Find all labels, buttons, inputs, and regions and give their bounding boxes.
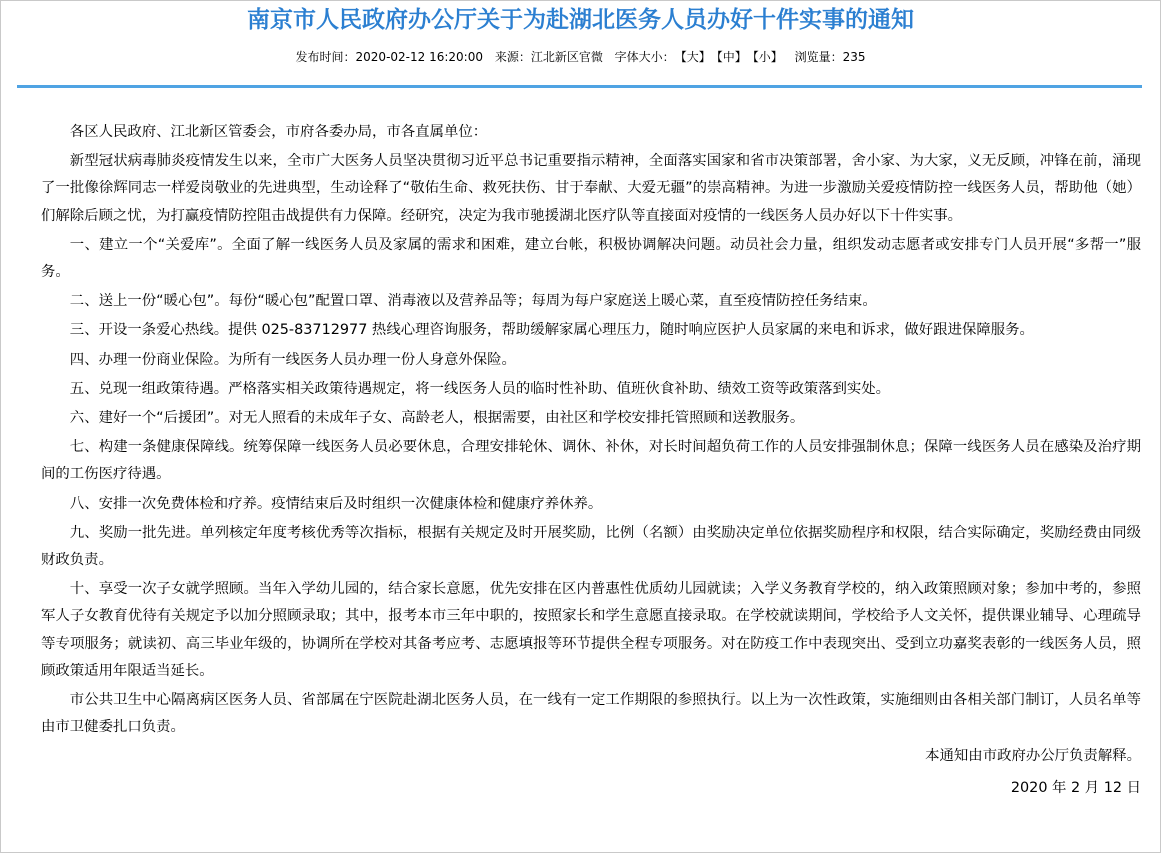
source-label: 来源： — [494, 50, 531, 64]
title-divider — [17, 85, 1142, 88]
font-size-small-button[interactable]: 【小】 — [746, 50, 783, 64]
paragraph-item-6: 六、建好一个“后援团”。对无人照看的未成年子女、高龄老人，根据需要，由社区和学校安排托管照顾和送教服务。 — [69, 410, 805, 427]
paragraph-item-10: 十、享受一次子女就学照顾。当年入学幼儿园的，结合家长意愿，优先安排在区内普惠性优质幼儿园就读；入学义务教育学校的，纳入政策照顾对象；参加中考的，参照军人子女教育优待有关规定予以加分照顾录取；其中，报考本市三年中职的，按照家长和学生意愿直接录取。在学校就读期间，学校给予人文关怀，提供课业辅导、心理疏导等专项服务；就读初、高三毕业年级的，协调所在学校对其备考应考、志愿填报等环节提供全程专项服务。对在防疫工作中表现突出、受到立功嘉奖表彰的一线医务人员，照顾政策适用年限适当延长。 — [41, 581, 1141, 679]
page-title: 南京市人民政府办公厅关于为赴湖北医务人员办好十件实事的通知 — [247, 7, 914, 33]
font-size-medium-button[interactable]: 【中】 — [710, 50, 747, 64]
paragraph-item-7: 七、构建一条健康保障线。统筹保障一线医务人员必要休息，合理安排轮休、调休、补休，对长时间超负荷工作的人员安排强制休息；保障一线医务人员在感染及治疗期间的工伤医疗待遇。 — [41, 439, 1141, 483]
font-size-label: 字体大小： — [614, 50, 675, 64]
paragraph-intro: 新型冠状病毒肺炎疫情发生以来，全市广大医务人员坚决贯彻习近平总书记重要指示精神，全面落实国家和省市决策部署，舍小家、为大家，义无反顾，冲锋在前，涌现了一批像徐辉同志一样爱岗敬业的先进典型，生动诠释了“敬佑生命、救死扶伤、甘于奉献、大爱无疆”的崇高精神。为进一步激励关爱疫情防控一线医务人员，帮助他（她）们解除后顾之忧，为打赢疫情防控阻击战提供有力保障。经研究，决定为我市驰援湖北医疗队等直接面对疫情的一线医务人员办好以下十件实事。 — [41, 153, 1141, 224]
publish-time-label: 发布时间： — [295, 50, 356, 64]
publish-time: 2020-02-12 16:20:00 — [355, 50, 483, 64]
views-label: 浏览量： — [794, 50, 843, 64]
font-size-large-button[interactable]: 【大】 — [674, 50, 711, 64]
article-body — [41, 119, 1141, 804]
paragraph-scope: 市公共卫生中心隔离病区医务人员、省部属在宁医院赴湖北医务人员，在一线有一定工作期限的参照执行。以上为一次性政策，实施细则由各相关部门制订，人员名单等由市卫健委扎口负责。 — [41, 692, 1141, 736]
paragraph-item-3: 三、开设一条爱心热线。提供 025-83712977 热线心理咨询服务，帮助缓解家属心理压力，随时响应医护人员家属的来电和诉求，做好跟进保障服务。 — [69, 322, 1034, 339]
source: 江北新区官微 — [530, 50, 603, 64]
view-count: 235 — [842, 50, 866, 64]
closing-note: 本通知由市政府办公厅负责解释。 — [925, 748, 1141, 765]
paragraph-item-8: 八、安排一次免费体检和疗养。疫情结束后及时组织一次健康体检和健康疗养休养。 — [69, 495, 603, 512]
paragraph-item-5: 五、兑现一组政策待遇。严格落实相关政策待遇规定，将一线医务人员的临时性补助、值班伙食补助、绩效工资等政策落到实处。 — [69, 380, 891, 397]
issue-date: 2020 年 2 月 12 日 — [1010, 779, 1141, 796]
paragraph-item-1: 一、建立一个“关爱库”。全面了解一线医务人员及家属的需求和困难，建立台帐，积极协调解决问题。动员社会力量，组织发动志愿者或安排专门人员开展“多帮一”服务。 — [41, 236, 1141, 281]
paragraph-item-2: 二、送上一份“暖心包”。每份“暖心包”配置口罩、消毒液以及营养品等；每周为每户家庭送上暖心菜，直至疫情防控任务结束。 — [69, 293, 877, 310]
paragraph-addressee: 各区人民政府、江北新区管委会，市府各委办局，市各直属单位： — [69, 124, 488, 140]
article-meta — [1, 49, 1160, 65]
paragraph-item-9: 九、奖励一批先进。单列核定年度考核优秀等次指标，根据有关规定及时开展奖励，比例（名额）由奖励决定单位依据奖励程序和权限，结合实际确定，奖励经费由同级财政负责。 — [41, 524, 1141, 569]
paragraph-item-4: 四、办理一份商业保险。为所有一线医务人员办理一份人身意外保险。 — [69, 351, 516, 368]
